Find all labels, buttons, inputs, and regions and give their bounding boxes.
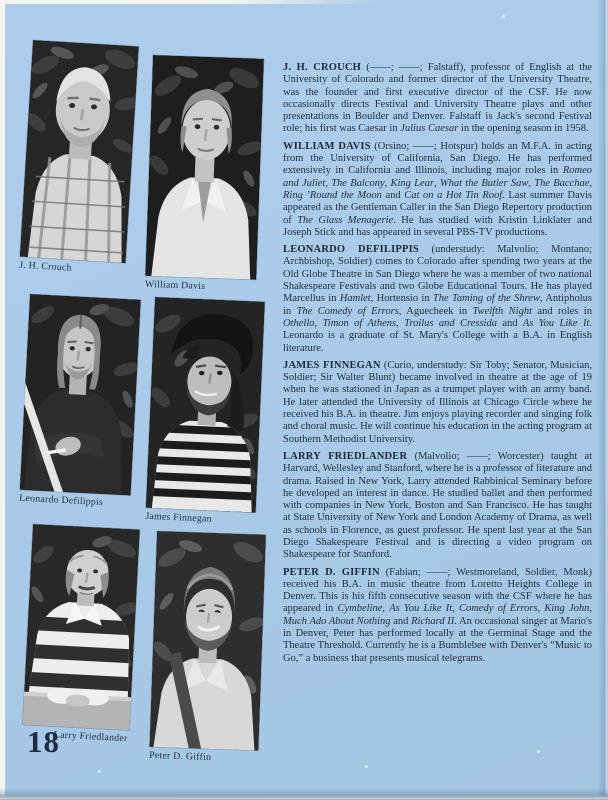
photo-friedlander: [22, 524, 140, 744]
photo-caption-giffin: Peter D. Giffin: [148, 749, 212, 764]
bio-crouch: J. H. CROUCH (——; ——; Falstaff), professor of English at the University of Colorado and former director of the University Theatre, was the founder and first executive director of the CSF. He now occasionally directs Festival and University Theatre plays and other presentations in Boulder and Denver. Falstaff is Jack's second Festival role; his first was Caesar in Julius Caesar in the opening season in 1958.: [283, 62, 592, 135]
bio-friedlander: LARRY FRIEDLANDER (Malvolio; ——; Worcester) taught at Harvard, Wellesley and Stanford, where he is a professor of literature and drama. Raised in New York, Larry attended Rabbinical Seminary before he developed an interest in dance. He studied ballet and then performed with companies in New York, Boston and San Francisco. He has taught at State University of New York and London Academy of Drama, as well as schools in Florence, as guest professor. He spent last year at the San Diego Shakespeare Festival and is directing a video program on Shakespeare for Stanford.: [283, 450, 592, 561]
photo-defilippis: [19, 294, 141, 510]
portrait-defilippis-image: [20, 294, 141, 496]
photo-caption-friedlander: Larry Friedlander: [53, 729, 128, 745]
scan-speck: [502, 15, 505, 18]
portrait-friedlander-image: [22, 524, 139, 730]
photo-crouch: [19, 40, 139, 277]
portrait-davis-image: [145, 55, 264, 280]
page-edge-bottom: [0, 788, 608, 800]
scan-speck: [98, 770, 101, 773]
page-number: 18: [27, 724, 60, 759]
portrait-finnegan-image: [146, 297, 265, 513]
page-edge-left: [0, 0, 5, 800]
photo-caption-defilippis: Leonardo Defilippis: [19, 492, 104, 509]
photo-caption-davis: William Davis: [144, 278, 206, 292]
photo-davis: [145, 55, 264, 294]
photo-giffin: [149, 531, 266, 765]
photo-caption-crouch: J. H. Crouch: [18, 259, 73, 274]
bio-column: [283, 62, 592, 670]
page-edge-top: [0, 0, 380, 4]
bio-davis: WILLIAM DAVIS (Orsino; ——; Hotspur) holds an M.F.A. in acting from the University of California, San Diego. He has performed extensively in California and Illinois, including major roles in Romeo and Juliet, The Balcony, King Lear, What the Butler Saw, The Bacchae, Ring ’Round the Moon and Cat on a Hot Tin Roof. Last summer Davis appeared as the Gentleman Caller in the San Diego Repertory production of The Glass Menagerie. He has studied with Kristin Linklater and Joseph Stick and has appeared in several PBS-TV productions.: [283, 140, 593, 238]
photo-finnegan: [145, 297, 265, 527]
bio-defilippis: LEONARDO DEFILIPPIS (understudy: Malvolio; Montano; Archbishop, Soldier) comes to Colorado after spending two years at the Old Globe Theatre in San Diego where he was a member of two national Shakespeare Festivals and two Globe Educational Tours. He has played Marcellus in Hamlet, Hortensio in The Taming of the Shrew, Antipholus in The Comedy of Errors, Aguecheek in Twelfth Night and roles in Othello, Timon of Athens, Troilus and Cressida and As You Like It. Leonardo is a graduate of St. Mary's College with a B.A. in English literature.: [283, 244, 593, 354]
portrait-giffin-image: [149, 531, 265, 751]
scan-speck: [365, 765, 368, 768]
scan-speck: [537, 750, 540, 753]
portrait-crouch-image: [20, 40, 139, 263]
photo-caption-finnegan: James Finnegan: [145, 510, 212, 525]
page-edge-right: [597, 0, 608, 800]
bio-giffin: PETER D. GIFFIN (Fabian; ——; Westmoreland, Soldier, Monk) received his B.A. in music theatre from Loretto Heights College in Denver. This is his fifth consecutive season with the CSF where he has appeared in Cymbeline, As You Like It, Comedy of Errors, King John, Much Ado About Nothing and Richard II. An occasional singer at Mario's in Denver, Peter has performed locally at the Germinal Stage and the Theatre Threshold. Currently he is a Bumblebee with Denver's “Music to Go,” a business that presents musical telegrams.: [283, 566, 593, 664]
bio-finnegan: JAMES FINNEGAN (Curio, understudy: Sir Toby; Senator, Musician, Soldier; Sir Walter Blunt) became involved in theatre at the age of 19 when he was stationed in Japan as a trumpet player with an army band. He later attended the University of Illinois at Chicago Circle where he received his B.A. in theatre. Jim enjoys playing recorder and singing folk and choral music. He will continue his education in the acting program at Southern Methodist University.: [283, 359, 593, 445]
